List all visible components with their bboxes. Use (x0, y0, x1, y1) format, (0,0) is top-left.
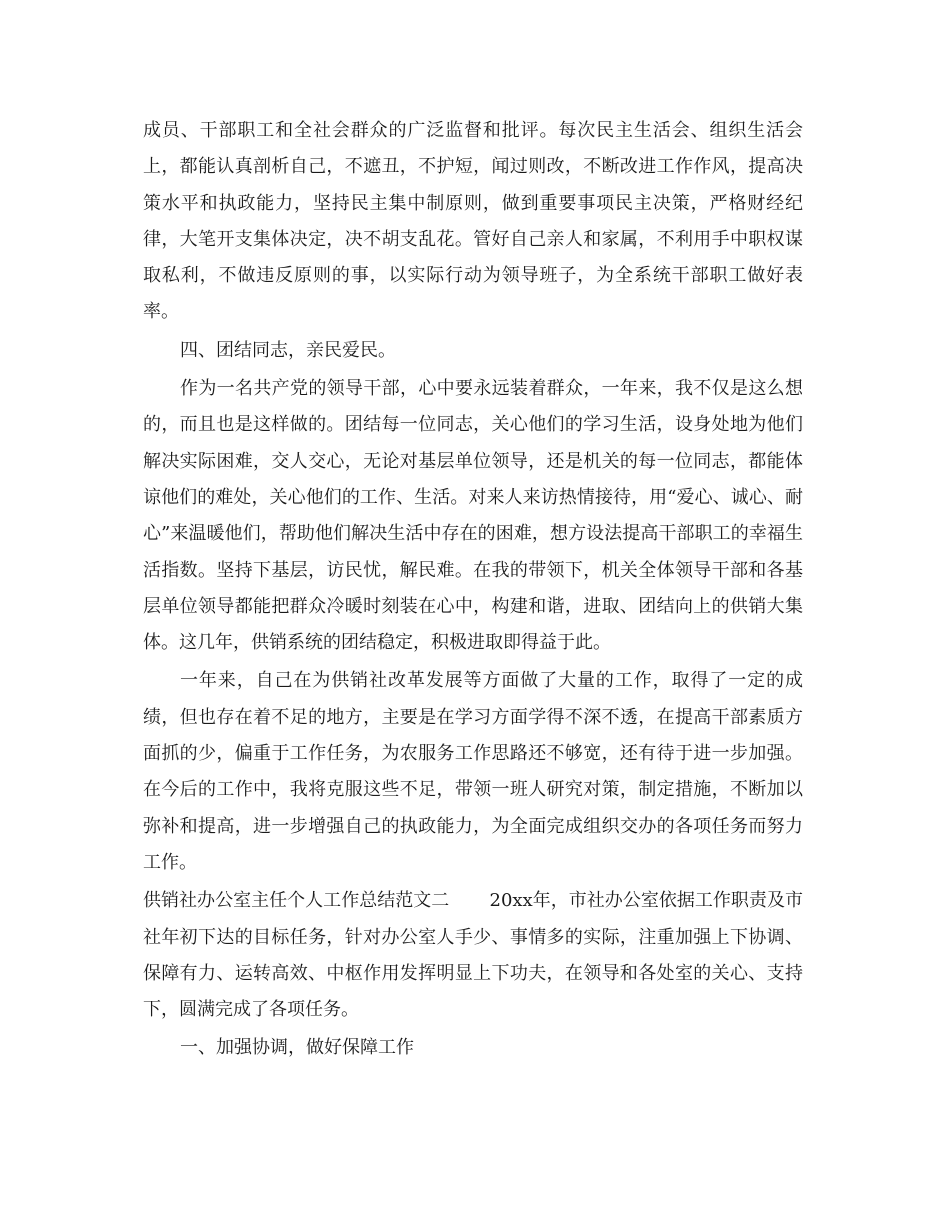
document-body (143, 113, 803, 1067)
paragraph-summary-two (143, 883, 803, 1028)
paragraph-supervision: 成员、干部职工和全社会群众的广泛监督和批评。每次民主生活会、组织生活会上，都能认真剖析自己，不遮丑，不护短，闻过则改，不断改进工作作风，提高决策水平和执政能力，坚持民主集中制原则，做到重要事项民主决策，严格财经纪律，大笔开支集体决定，决不胡支乱花。管好自己亲人和家属，不利用手中职权谋取私利，不做违反原则的事，以实际行动为领导班子，为全系统干部职工做好表率。 (143, 120, 803, 323)
document-title-inline: 供销社办公室主任个人工作总结范文二 (143, 890, 450, 912)
paragraph-shortcomings: 一年来，自己在为供销社改革发展等方面做了大量的工作，取得了一定的成绩，但也存在着不足的地方，主要是在学习方面学得不深不透，在提高干部素质方面抓的少，偏重于工作任务，为农服务工作思路还不够宽，还有待于进一步加强。在今后的工作中，我将克服这些不足，带领一班人研究对策，制定措施，不断加以弥补和提高，进一步增强自己的执政能力，为全面完成组织交办的各项任务而努力工作。 (143, 670, 803, 873)
section-heading-unity: 四、团结同志，亲民爱民。 (180, 339, 396, 361)
paragraph-summary-two-text: 20xx年，市社办公室依据工作职责及市社年初下达的目标任务，针对办公室人手少、事情多的实际，注重加强上下协调、保障有力、运转高效、中枢作用发挥明显上下功夫，在领导和各处室的关心、支持下，圆满完成了各项任务。 (143, 890, 803, 1021)
section-heading-coordination: 一、加强协调，做好保障工作 (180, 1037, 414, 1059)
paragraph-unity: 作为一名共产党的领导干部，心中要永远装着群众，一年来，我不仅是这么想的，而且也是这样做的。团结每一位同志，关心他们的学习生活，设身处地为他们解决实际困难，交人交心，无论对基层单位领导，还是机关的每一位同志，都能体谅他们的难处，关心他们的工作、生活。对来人来访热情接待，用“爱心、诚心、耐心”来温暖他们，帮助他们解决生活中存在的困难，想方设法提高干部职工的幸福生活指数。坚持下基层，访民忧，解民难。在我的带领下，机关全体领导干部和各基层单位领导都能把群众冷暖时刻装在心中，构建和谐，进取、团结向上的供销大集体。这几年，供销系统的团结稳定，积极进取即得益于此。 (143, 378, 803, 654)
